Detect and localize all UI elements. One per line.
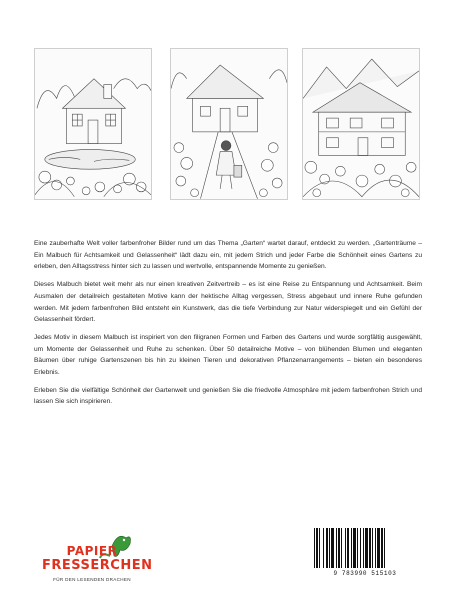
barcode-bar [341,528,342,568]
isbn-number: 9 783990 515103 [333,570,397,577]
barcode-bar [326,528,328,568]
logo-line-2: FRESSERCHEN [42,558,153,573]
paragraph-3: Jedes Motiv in diesem Malbuch ist inspiriert von den filigranen Formen und Farben des Gartens und wurde sorgfältig ausgewählt, um Momente der Gelassenheit und Ruhe zu schenken. Über 50 detailreiche Motive – von blühenden Blumen und eleganten Bäumen über ruhige Gartenszenen bis hin zu kleinen Tieren und dekorativen Pflanzenarrangements – bieten ein besonderes Erlebnis. [34,333,422,377]
paragraph-4: Erleben Sie die vielfältige Schönheit der Gartenwelt und genießen Sie die friedvolle Atmosphäre mit jedem farbenfrohen Strich und lassen Sie sich inspirieren. [34,386,422,406]
paragraph-1: Eine zauberhafte Welt voller farbenfroher Bilder rund um das Thema „Garten“ wartet darauf, entdeckt zu werden. „Gartenträume – Ein Malbuch für Achtsamkeit und Gelassenheit“ lädt dazu ein, mit jedem Strich und jeder Farbe die Schönheit eines Gartens zu erleben, den Alltagsstress hinter sich zu lassen und wertvolle, entspannende Momente zu genießen. [34,240,422,271]
barcode-bar [316,528,318,568]
barcode-bar [357,528,358,568]
house-pond-drawing [35,49,151,199]
barcode-bar [319,528,320,568]
illustration-girl-garden-path [170,48,288,200]
publisher-logo [42,528,153,590]
illustration-alpine-chalet [302,48,420,200]
barcode-bar [372,528,373,568]
barcode-bar [351,528,352,568]
paragraph-2: Dieses Malbuch bietet weit mehr als nur einen kreativen Zeitvertreib – es ist eine Reise zu Entspannung und Achtsamkeit. Beim Ausmalen der detailreich gestalteten Motive kann der hektische Alltag vergessen, Stress abgebaut und innere Ruhe gefunden werden. Mit jedem farbenfrohen Bild entsteht ein Kunstwerk, das die tiefe Verbindung zur Natur widerspiegelt und ein Gefühl der Gelassenheit fördert. [34,281,422,324]
barcode-bar [345,528,346,568]
barcode-bar [323,528,324,568]
barcode-bars [308,526,422,570]
barcode-bar [314,528,315,568]
illustration-house-pond [34,48,152,200]
barcode-bar [336,528,337,568]
logo-line-1: PAPIER [66,544,118,558]
barcode-bar [329,528,330,568]
logo-tagline: FÜR DEN LESENDEN DRACHEN [53,577,131,582]
barcode-bar [369,528,371,568]
barcode-bar [384,528,385,568]
barcode-bar [331,528,334,568]
girl-path-drawing [171,49,287,199]
barcode-bar [347,528,349,568]
alpine-chalet-drawing [303,49,419,199]
isbn-barcode [308,526,422,584]
barcode-bar [381,528,383,568]
barcode-bar [360,528,361,568]
barcode-bar [353,528,356,568]
barcode-bar [363,528,364,568]
barcode-bar [377,528,380,568]
barcode-bar [365,528,368,568]
barcode-bar [375,528,376,568]
barcode-bar [338,528,340,568]
back-cover-description [34,238,422,414]
